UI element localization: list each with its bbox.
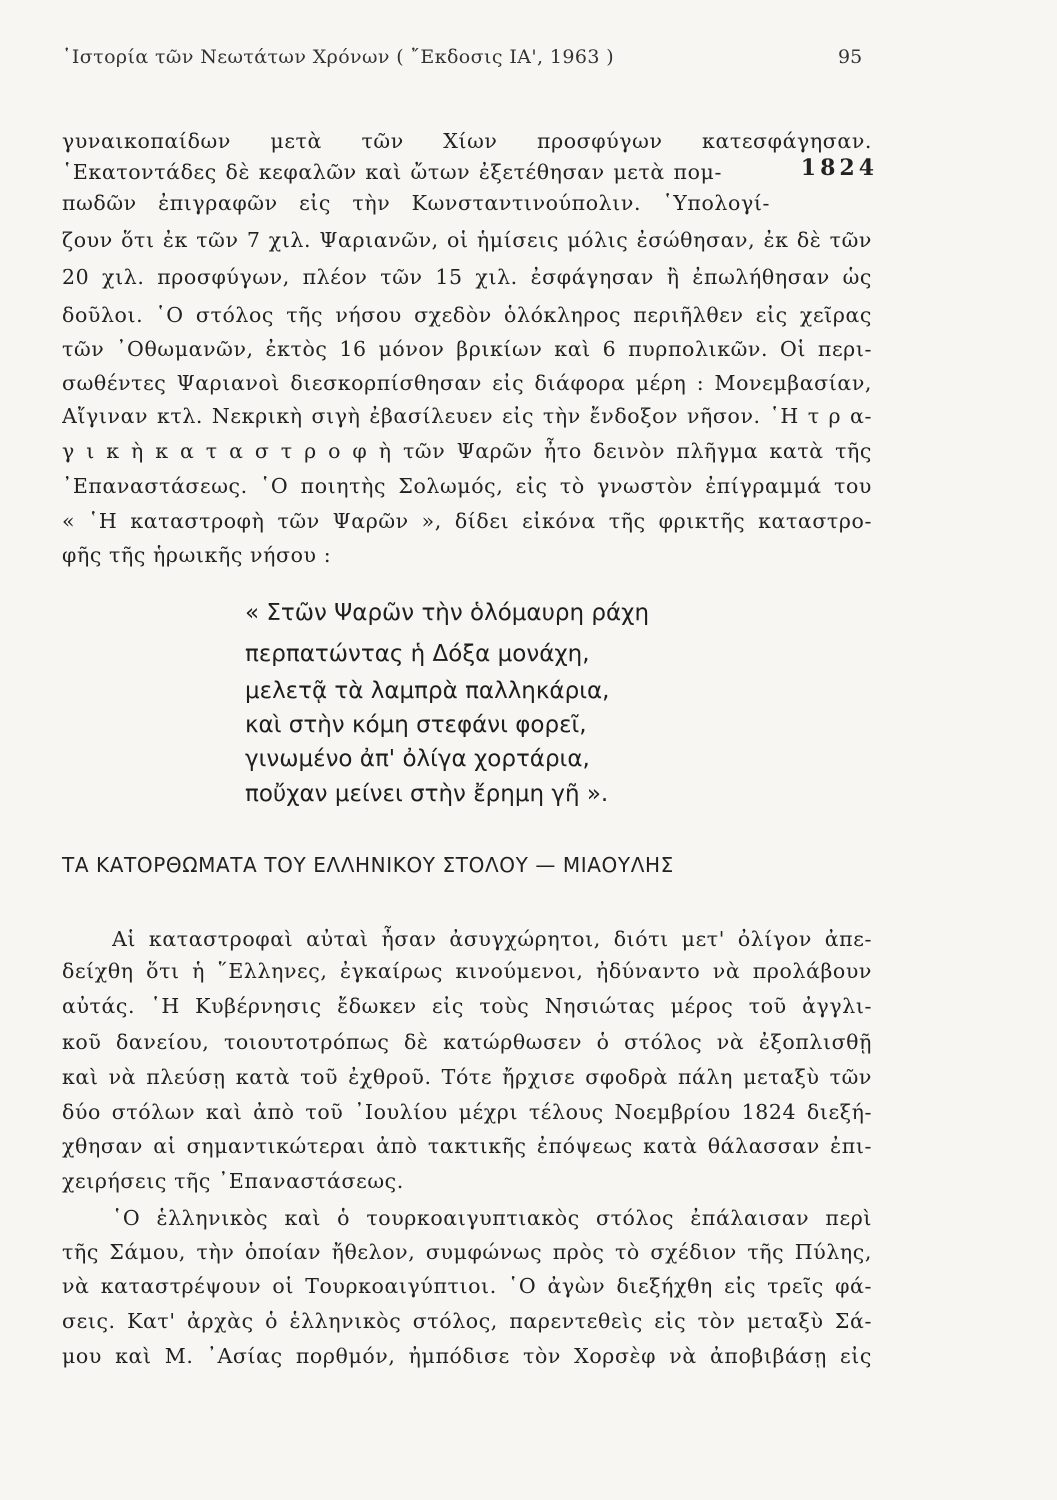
text-line: τῆς Σάμου, τὴν ὁποίαν ἤθελον, συμφώνως πρὸς τὸ σχέδιον τῆς Πύλης, [62,1240,872,1264]
text-line: τῶν ᾿Οθωμανῶν, ἐκτὸς 16 μόνον βρικίων καὶ 6 πυρπολικῶν. Οἱ περι- [62,337,872,361]
poem-line: καὶ στὴν κόμη στεφάνι φορεῖ, [245,712,587,738]
section-heading: ΤΑ ΚΑΤΟΡΘΩΜΑΤΑ ΤΟΥ ΕΛΛΗΝΙΚΟΥ ΣΤΟΛΟΥ — ΜΙΑΟΥΛΗΣ [62,853,674,877]
text-line: δοῦλοι. ῾Ο στόλος τῆς νήσου σχεδὸν ὁλόκληρος περιῆλθεν εἰς χεῖρας [62,303,872,327]
text-line: καὶ νὰ πλεύσῃ κατὰ τοῦ ἐχθροῦ. Τότε ἤρχισε σφοδρὰ πάλη μεταξὺ τῶν [62,1065,872,1089]
text-line: ῾Ο ἑλληνικὸς καὶ ὁ τουρκοαιγυπτιακὸς στόλος ἐπάλαισαν περὶ [112,1206,872,1230]
text-line: γυναικοπαίδων μετὰ τῶν Χίων προσφύγων κατεσφάγησαν. [62,129,872,153]
text-line: ᾿Επαναστάσεως. ῾Ο ποιητὴς Σολωμός, εἰς τὸ γνωστὸν ἐπίγραμμά του [62,474,872,498]
text-line: δύο στόλων καὶ ἀπὸ τοῦ ᾿Ιουλίου μέχρι τέλους Νοεμβρίου 1824 διεξή- [62,1100,872,1124]
text-line: μου καὶ Μ. ᾿Ασίας πορθμόν, ἠμπόδισε τὸν Χορσὲφ νὰ ἀποβιβάσῃ εἰς [62,1344,872,1368]
poem-line: ποὔχαν μείνει στὴν ἔρημη γῆ ». [245,781,609,807]
text-line: πωδῶν ἐπιγραφῶν εἰς τὴν Κωνσταντινούπολιν. ῾Υπολογί- [62,191,770,215]
text-line: δείχθη ὅτι ἡ ῞Ελληνες, ἐγκαίρως κινούμενοι, ἠδύναντο νὰ προλάβουν [62,959,872,983]
poem-line: « Στῶν Ψαρῶν τὴν ὁλόμαυρη ράχη [245,600,650,626]
text-line: αὐτάς. ῾Η Κυβέρνησις ἔδωκεν εἰς τοὺς Νησιώτας μέρος τοῦ ἀγγλι- [62,994,872,1018]
text-line: Αἴγιναν κτλ. Νεκρικὴ σιγὴ ἐβασίλευεν εἰς τὴν ἔνδοξον νῆσον. ῾Η τ ρ α- [62,404,872,428]
text-line: χθησαν αἱ σημαντικώτεραι ἀπὸ τακτικῆς ἐπόψεως κατὰ θάλασσαν ἐπι- [62,1134,872,1158]
text-line: σωθέντες Ψαριανοὶ διεσκορπίσθησαν εἰς διάφορα μέρη : Μονεμβασίαν, [62,371,872,395]
text-line: φῆς τῆς ἡρωικῆς νήσου : [62,543,332,567]
poem-line: μελετᾷ τὰ λαμπρὰ παλληκάρια, [245,678,610,704]
running-header: ῾Ιστορία τῶν Νεωτάτων Χρόνων ( ῎Εκδοσις ΙΑ', 1963 ) [62,46,615,68]
text-line: χειρήσεις τῆς ᾿Επαναστάσεως. [62,1169,404,1193]
text-line: Αἱ καταστροφαὶ αὐταὶ ἦσαν ἀσυγχώρητοι, διότι μετ' ὀλίγον ἀπε- [112,927,872,951]
text-line: ῾Εκατοντάδες δὲ κεφαλῶν καὶ ὤτων ἐξετέθησαν μετὰ πομ- [62,160,722,184]
text-line: ζουν ὅτι ἐκ τῶν 7 χιλ. Ψαριανῶν, οἱ ἡμίσεις μόλις ἐσώθησαν, ἐκ δὲ τῶν [62,228,872,252]
poem-line: γινωμένο ἀπ' ὀλίγα χορτάρια, [245,746,590,772]
text-line: νὰ καταστρέψουν οἱ Τουρκοαιγύπτιοι. ῾Ο ἀγὼν διεξήχθη εἰς τρεῖς φά- [62,1274,872,1298]
margin-year-note: 1824 [800,155,878,181]
text-line: κοῦ δανείου, τοιουτοτρόπως δὲ κατώρθωσεν ὁ στόλος νὰ ἐξοπλισθῇ [62,1030,872,1054]
text-line: γ ι κ ὴ κ α τ α σ τ ρ ο φ ὴ τῶν Ψαρῶν ἦτο δεινὸν πλῆγμα κατὰ τῆς [62,439,872,463]
text-line: 20 χιλ. προσφύγων, πλέον τῶν 15 χιλ. ἐσφάγησαν ἢ ἐπωλήθησαν ὡς [62,265,872,289]
poem-line: περπατώντας ἡ Δόξα μονάχη, [245,641,590,667]
page-number: 95 [838,46,863,68]
text-line: « ῾Η καταστροφὴ τῶν Ψαρῶν », δίδει εἰκόνα τῆς φρικτῆς καταστρο- [62,509,872,533]
text-line: σεις. Κατ' ἀρχὰς ὁ ἑλληνικὸς στόλος, παρεντεθεὶς εἰς τὸν μεταξὺ Σά- [62,1309,872,1333]
